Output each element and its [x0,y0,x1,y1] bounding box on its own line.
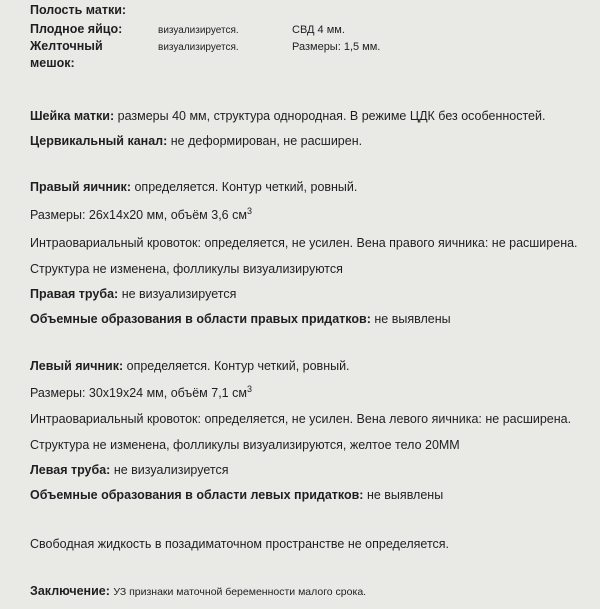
right-ovary-size [30,207,252,223]
left-ovary-size [30,385,252,401]
conclusion-line [30,583,366,600]
fetal-egg-label: Плодное яйцо: [30,22,123,36]
right-masses-label: Объемные образования в области правых придатков: [30,312,371,326]
right-ovary-flow: Интраовариальный кровоток: определяется, не усилен. Вена правого яичника: не расширена. [30,236,578,250]
cervix-label: Шейка матки: [30,109,115,123]
right-masses-line [30,311,451,327]
left-ovary-size-sup: 3 [246,384,252,394]
cervix-text: размеры 40 мм, структура однородная. В режиме ЦДК без особенностей. [117,109,546,123]
left-tube-label: Левая труба: [30,463,111,477]
left-masses-line [30,487,443,503]
left-ovary-text: определяется. Контур четкий, ровный. [126,359,350,373]
left-tube-line [30,462,228,478]
yolk-sac-status: визуализируется. [158,42,239,53]
fetal-egg-status: визуализируется. [158,25,239,36]
right-tube-label: Правая труба: [30,287,119,301]
conclusion-label: Заключение: [30,584,110,598]
cervix-line [30,108,545,124]
left-ovary-size-text: Размеры: 30х19х24 мм, объём 7,1 см [30,386,247,400]
left-ovary-label: Левый яичник: [30,359,124,373]
right-tube-text: не визуализируется [121,287,237,301]
left-ovary-structure: Структура не изменена, фолликулы визуализируются, желтое тело 20ММ [30,438,460,452]
cervical-canal-line [30,133,362,149]
left-ovary-flow: Интраовариальный кровоток: определяется, не усилен. Вена левого яичника: не расширена. [30,412,572,426]
fetal-egg-size: СВД 4 мм. [292,24,345,36]
right-masses-text: не выявлены [374,312,451,326]
cervical-canal-text: не деформирован, не расширен. [170,134,363,148]
left-masses-label: Объемные образования в области левых придатков: [30,488,364,502]
right-tube-line [30,286,236,302]
cervical-canal-label: Цервикальный канал: [30,134,168,148]
yolk-sac-size: Размеры: 1,5 мм. [292,41,381,53]
left-tube-text: не визуализируется [113,463,229,477]
conclusion-text: УЗ признаки маточной беременности малого срока. [113,586,367,598]
yolk-sac-label: Желточный [30,39,103,53]
left-masses-text: не выявлены [366,488,444,502]
uterus-cavity-label: Полость матки: [30,3,127,17]
left-ovary-line [30,358,350,374]
right-ovary-line [30,179,357,195]
right-ovary-text: определяется. Контур четкий, ровный. [134,180,358,194]
right-ovary-size-sup: 3 [246,206,252,216]
free-fluid-line: Свободная жидкость в позадиматочном пространстве не определяется. [30,537,450,551]
right-ovary-structure: Структура не изменена, фолликулы визуализируются [30,262,343,276]
right-ovary-label: Правый яичник: [30,180,131,194]
right-ovary-size-text: Размеры: 26х14х20 мм, объём 3,6 см [30,208,247,222]
yolk-sac-label-cont: мешок: [30,56,75,70]
